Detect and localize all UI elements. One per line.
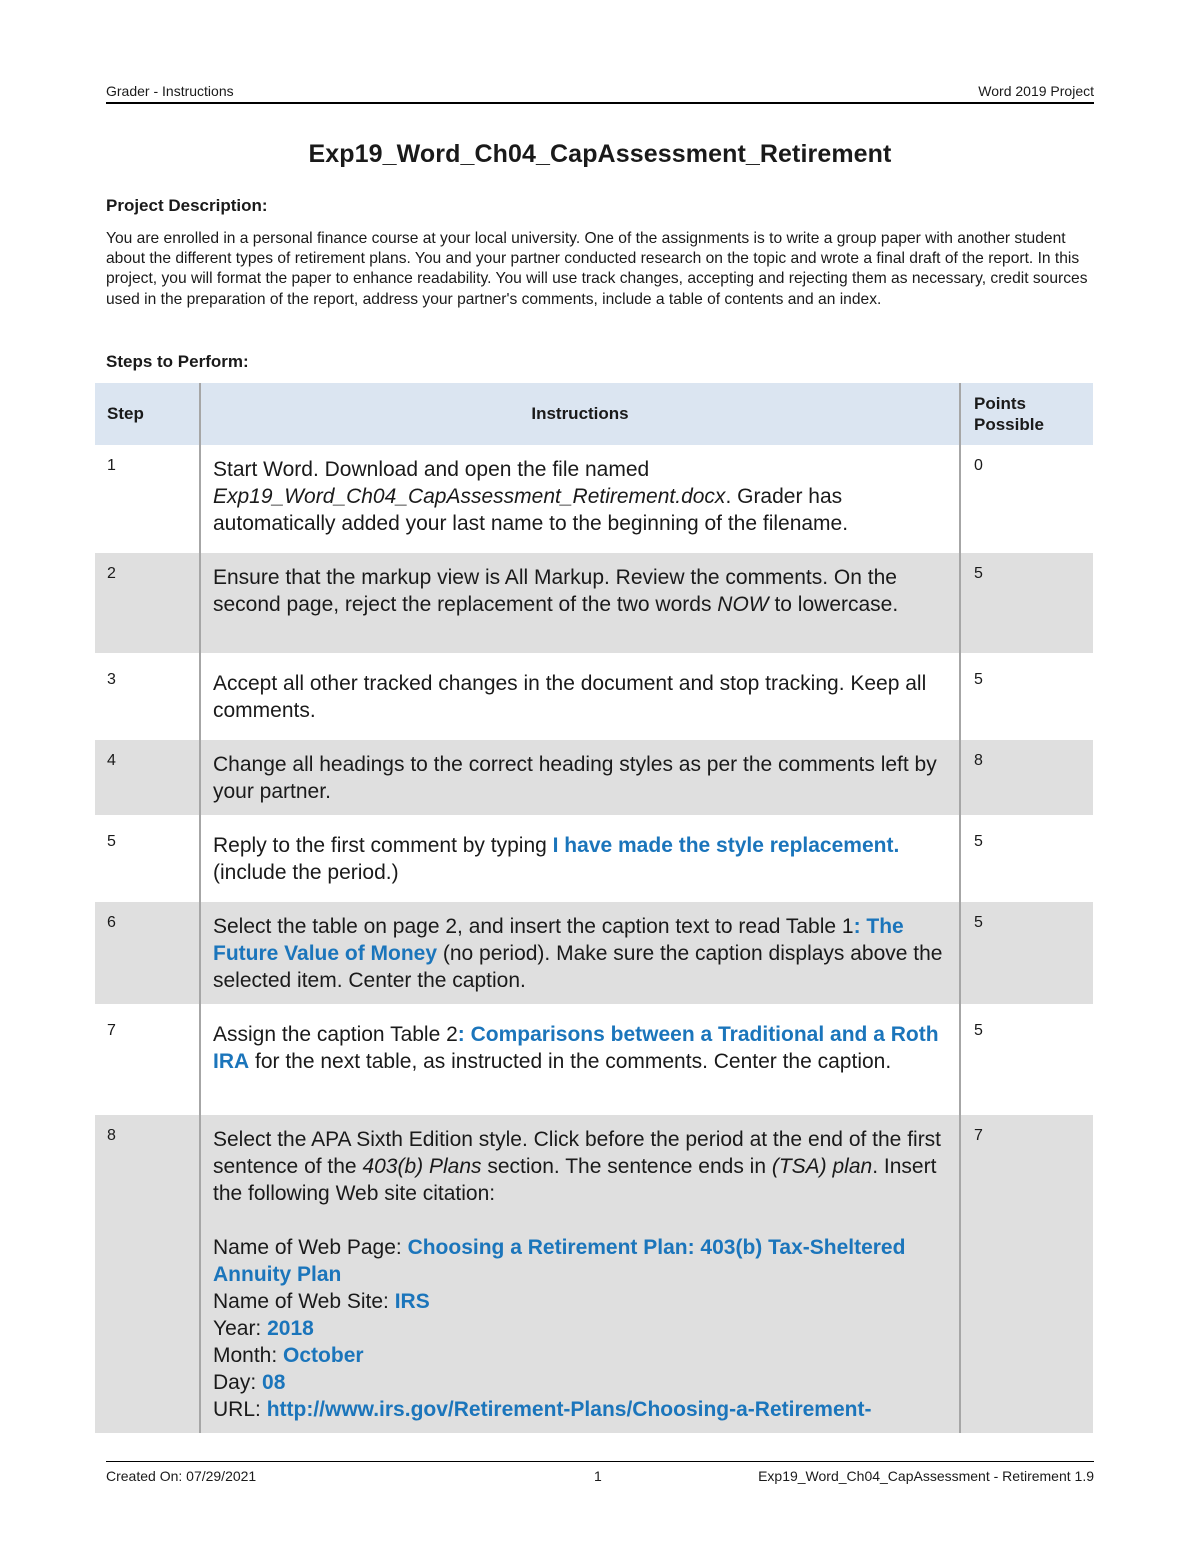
citation-year: Year: 2018 [213,1317,314,1340]
table-row [95,1010,1093,1109]
citation-month: Month: October [213,1344,364,1367]
step-instructions: Select the table on page 2, and insert the caption text to read Table 1: The Future Value of Money (no period). Make sure the caption displays above the selected item. Center the caption. [200,902,960,1004]
header-left-text: Grader - Instructions [106,83,234,99]
step-instructions: Accept all other tracked changes in the document and stop tracking. Keep all comments. [200,659,960,734]
step-instructions: Assign the caption Table 2: Comparisons between a Traditional and a Roth IRA for the next table, as instructed in the comments. Center the caption. [200,1010,960,1109]
table-row [95,553,1093,653]
citation-url: URL: http://www.irs.gov/Retirement-Plans/Choosing-a-Retirement- [213,1398,872,1421]
step-number: 8 [95,1115,200,1433]
project-description-label: Project Description: [106,196,268,215]
step-number: 2 [95,553,200,653]
step-points: 7 [960,1115,1093,1433]
document-title: Exp19_Word_Ch04_CapAssessment_Retirement [308,140,892,168]
table-row [95,902,1093,1004]
step-points: 5 [960,553,1093,653]
header-right-text: Word 2019 Project [978,83,1094,99]
step-instructions: Reply to the first comment by typing I have made the style replacement. (include the period.) [200,821,960,896]
table-row [95,445,1093,547]
project-description: You are enrolled in a personal finance course at your local university. One of the assignments is to write a group paper with another student about the different types of retirement plans. You and your partner conducted research on the topic and wrote a final draft of the report. In this project, you will format the paper to enhance readability. You will use track changes, accepting and rejecting them as necessary, credit sources used in the preparation of the report, address your partner's comments, include a table of contents and an index. [106,230,1088,308]
header-points: Points Possible [960,383,1093,445]
footer-created-on: Created On: 07/29/2021 [106,1468,257,1484]
step-instructions: Select the APA Sixth Edition style. Click before the period at the end of the first sentence of the 403(b) Plans section. The sentence ends in (TSA) plan. Insert the following Web site citation: Name of Web Page: Choosing a Retirement Plan: 403(b) Tax-Sheltered Annuity Plan Name of Web Site: IRS Year: 2018 Month: October Day: 08 URL: http://www.irs.gov/Retirement-Plans/Choosing-a-Retirement- [200,1115,960,1433]
step-points: 5 [974,1022,983,1039]
footer-document-name: Exp19_Word_Ch04_CapAssessment - Retirement 1.9 [758,1468,1094,1484]
step-instructions: Ensure that the markup view is All Markup. Review the comments. On the second page, reject the replacement of the two words NOW to lowercase. [200,553,960,653]
table-row [95,659,1093,734]
step-instructions: Change all headings to the correct heading styles as per the comments left by your partner. [200,740,960,815]
step-points: 5 [974,671,983,688]
step-points: 5 [960,902,1093,1004]
step-instructions: Start Word. Download and open the file named Exp19_Word_Ch04_CapAssessment_Retirement.docx. Grader has automatically added your last name to the beginning of the filename. [200,445,960,547]
citation-day: Day: 08 [213,1371,286,1394]
step-number: 7 [107,1022,116,1039]
footer-page-number: 1 [594,1468,602,1484]
steps-label: Steps to Perform: [106,352,249,371]
step-number: 5 [107,833,116,850]
citation-web-site: Name of Web Site: IRS [213,1290,430,1313]
step-points: 5 [974,833,983,850]
step-points: 8 [960,740,1093,815]
page-header [106,82,1094,104]
citation-web-page: Name of Web Page: Choosing a Retirement Plan: 403(b) Tax-Sheltered Annuity Plan [213,1236,906,1286]
table-row [95,1115,1093,1433]
table-row [95,740,1093,815]
step-number: 1 [107,457,116,474]
step-points: 0 [974,457,983,474]
steps-table [95,383,1093,1433]
page-footer [106,1461,1094,1486]
step-number: 3 [107,671,116,688]
header-step: Step [95,383,200,445]
table-row [95,821,1093,896]
header-instructions: Instructions [200,383,960,445]
step-number: 4 [95,740,200,815]
step-number: 6 [95,902,200,1004]
table-header-row [95,383,1093,445]
